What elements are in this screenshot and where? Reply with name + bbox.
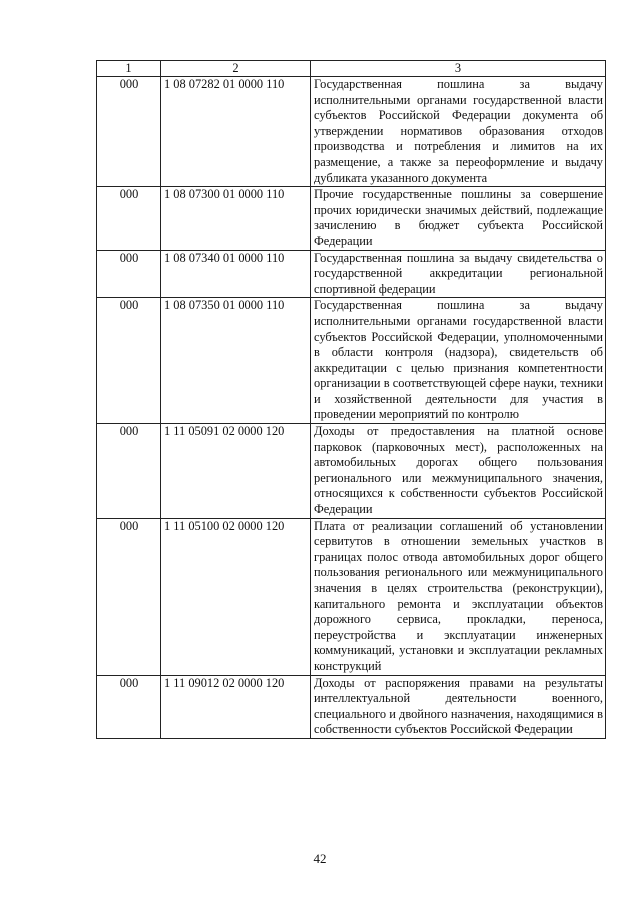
revenue-name-cell: Государственная пошлина за выдачу свидетельства о государственной аккредитации региональной спортивной федерации (311, 250, 606, 298)
revenue-name-cell: Прочие государственные пошлины за совершение прочих юридически значимых действий, подлежащие зачислению в бюджет субъекта Российской Федерации (311, 187, 606, 250)
revenue-code-cell: 1 11 05100 02 0000 120 (161, 518, 311, 675)
table-header-row (97, 61, 606, 77)
column-header-2: 2 (161, 61, 311, 77)
revenue-name-cell: Плата от реализации соглашений об установлении сервитутов в отношении земельных участков в границах полос отвода автомобильных дорог общего пользования регионального или межмуниципального значения в целях строительства (реконструкции), капитального ремонта и эксплуатации объектов дорожного сервиса, прокладки, переноса, переустройства и эксплуатации инженерных коммуникаций, установки и эксплуатации рекламных конструкций (311, 518, 606, 675)
table-row (97, 250, 606, 298)
table-row (97, 518, 606, 675)
page-number: 42 (313, 851, 327, 866)
admin-code-cell: 000 (97, 675, 161, 738)
table-row (97, 424, 606, 519)
revenue-classification-table (96, 60, 606, 739)
admin-code-cell: 000 (97, 518, 161, 675)
revenue-name-cell: Государственная пошлина за выдачу исполнительными органами государственной власти субъектов Российской Федерации документа об утверждении нормативов образования отходов производства и потребления и лимитов на их размещение, а также за переоформление и выдачу дубликата указанного документа (311, 77, 606, 187)
table-row (97, 675, 606, 738)
column-header-3: 3 (311, 61, 606, 77)
admin-code-cell: 000 (97, 298, 161, 424)
table-row (97, 298, 606, 424)
revenue-name-cell: Государственная пошлина за выдачу исполнительными органами государственной власти субъектов Российской Федерации, уполномоченными в области контроля (надзора), свидетельств об аккредитации с целью признания компетентности организации в соответствующей сфере науки, техники и хозяйственной деятельности для участия в проведении мероприятий по контролю (311, 298, 606, 424)
admin-code-cell: 000 (97, 250, 161, 298)
revenue-code-cell: 1 11 09012 02 0000 120 (161, 675, 311, 738)
revenue-code-cell: 1 08 07340 01 0000 110 (161, 250, 311, 298)
column-header-1: 1 (97, 61, 161, 77)
revenue-code-cell: 1 08 07350 01 0000 110 (161, 298, 311, 424)
revenue-code-cell: 1 08 07300 01 0000 110 (161, 187, 311, 250)
table-row (97, 187, 606, 250)
admin-code-cell: 000 (97, 424, 161, 519)
revenue-name-cell: Доходы от распоряжения правами на результаты интеллектуальной деятельности военного, специального и двойного назначения, находящимися в собственности субъектов Российской Федерации (311, 675, 606, 738)
table-row (97, 77, 606, 187)
admin-code-cell: 000 (97, 77, 161, 187)
revenue-name-cell: Доходы от предоставления на платной основе парковок (парковочных мест), расположенных на автомобильных дорогах общего пользования регионального или межмуниципального значения, относящихся к собственности субъектов Российской Федерации (311, 424, 606, 519)
revenue-code-cell: 1 11 05091 02 0000 120 (161, 424, 311, 519)
admin-code-cell: 000 (97, 187, 161, 250)
revenue-code-cell: 1 08 07282 01 0000 110 (161, 77, 311, 187)
